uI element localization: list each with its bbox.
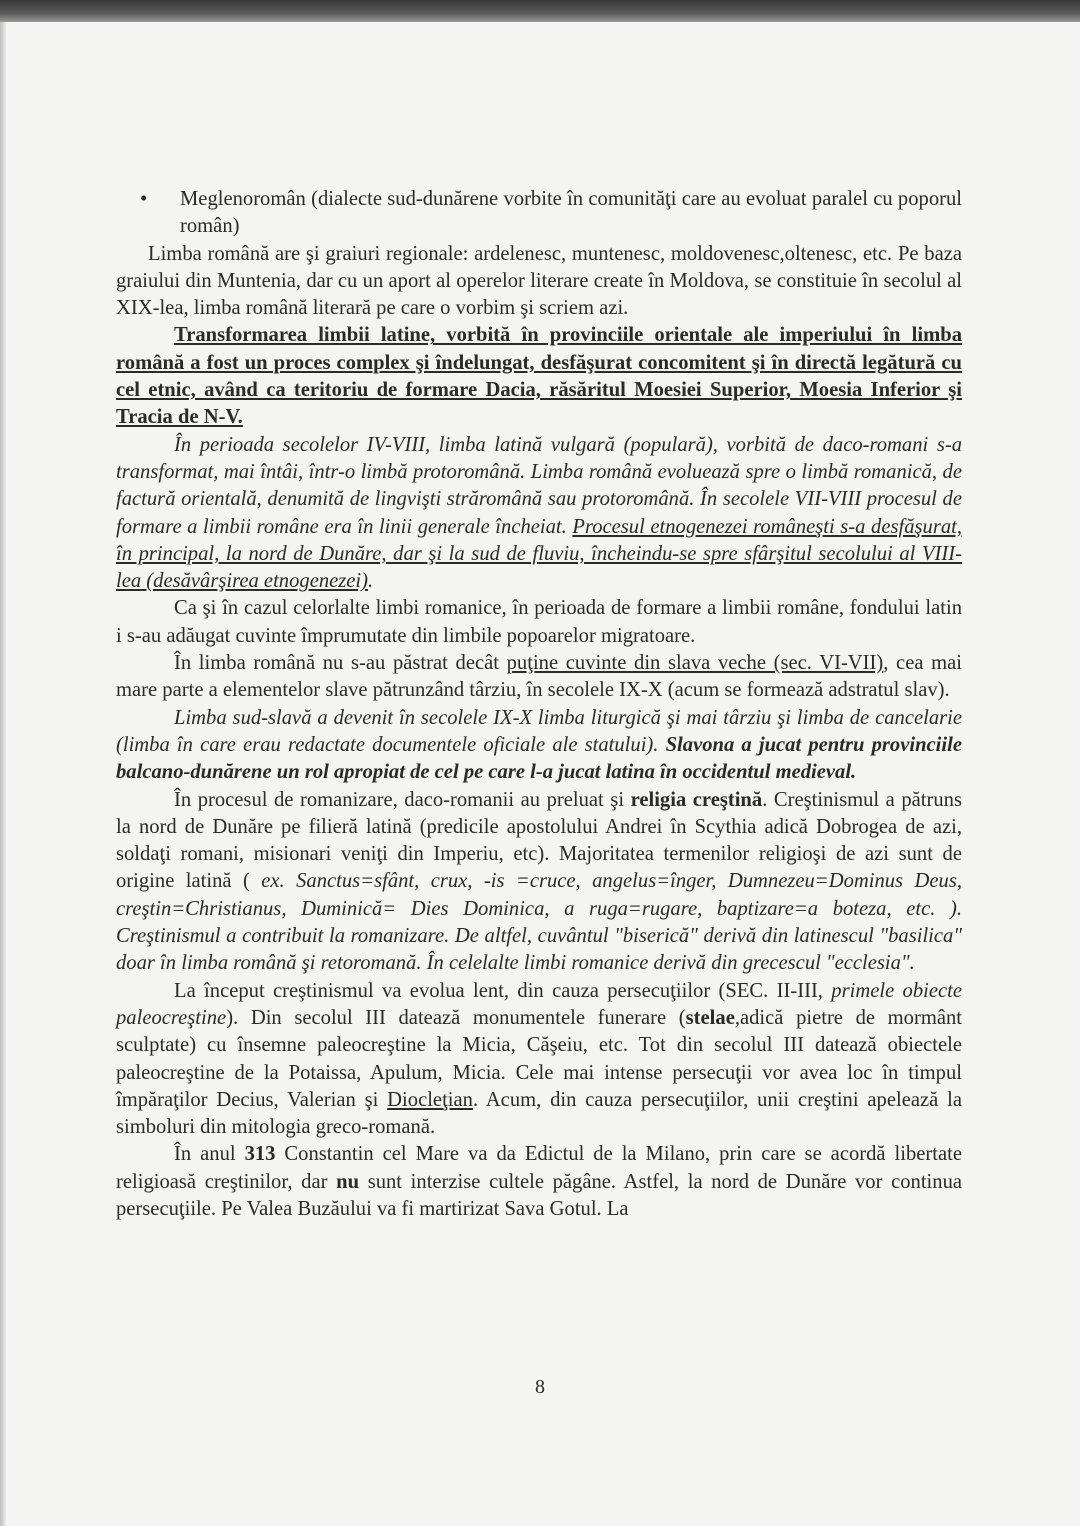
edict-intro: În anul: [174, 1143, 245, 1166]
romanizare-body: . Creştinismul a pătruns la nord de Dunăre pe filieră latină (predicile apostolului Andrei în Scythia adică Dobrogea de azi, soldaţi romani, misionari veniţi din Imperiu, etc). Majoritatea termenilor religioşi de azi sunt de origine latină (: [116, 788, 962, 893]
paragraph-romanizare: [116, 787, 962, 978]
document-body: [116, 186, 962, 1223]
persecutii-body: ). Din secolul III datează monumentele funerare (: [226, 1006, 686, 1029]
paragraph-slava-veche: [116, 650, 962, 705]
paragraph-cuvinte-imprumutate: Ca şi în cazul celorlalte limbi romanice, în perioada de formare a limbii române, fondului latin i s-au adăugat cuvinte împrumutate din limbile popoarelor migratoare.: [116, 597, 962, 647]
paragraph-persecutii: [116, 978, 962, 1142]
bullet-text: Meglenoromân (dialecte sud-dunărene vorbite în comunităţi care au evoluat paralel cu poporul român): [180, 188, 962, 238]
nu-bold: nu: [336, 1170, 360, 1193]
religia-crestina-bold: religia creştină: [630, 788, 763, 811]
perioada-end: .: [368, 570, 374, 593]
year-313-bold: 313: [244, 1143, 276, 1166]
paragraph-sud-slava: [116, 705, 962, 787]
paragraph-graiuri: Limba română are şi graiuri regionale: ardelenesc, muntenesc, moldovenesc,oltenesc, etc. Pe baza graiului din Muntenia, dar cu un aport al operelor literare create în Moldova, se constituie în secolul al XIX-lea, limba română literară pe care o vorbim şi scriem azi.: [116, 242, 962, 320]
scan-left-edge: [0, 22, 6, 1526]
edict-end: sunt interzise cultele păgâne. Astfel, la nord de Dunăre vor continua persecuţiile. Pe Valea Buzăului va fi martirizat Sava Gotul. La: [116, 1170, 963, 1220]
sud-slava-italic: Limba sud-slavă a devenit în secolele IX-X limba liturgică şi mai târziu şi limba de cancelarie (limba în care erau redactate documentele oficiale ale statului).: [116, 706, 962, 756]
romanizare-examples-italic: ex. Sanctus=sfânt, crux, -is =cruce, angelus=înger, Dumnezeu=Dominus Deus, creştin=Christianus, Duminică= Dies Dominica, a ruga=rugare, baptizare=a boteza, etc. ). Creştinismul a contribuit la romanizare. De altfel, cuvântul "biserică" derivă din latinescul "basilica" doar în limba română şi retoromană. În celelalte limbi romanice derivă din grecescul "ecclesia".: [116, 870, 962, 975]
dioclețian-underlined: Diocleţian: [387, 1088, 473, 1111]
perioada-text: În perioada secolelor IV-VIII, limba latină vulgară (populară), vorbită de daco-romani s-a transformat, mai întâi, într-o limbă protoromână. Limba română evoluează spre o limbă romanică, de factură orientală, denumită de lingvişti străromână sau protoromână. În secolele VII-VIII procesul de formare a limbii române era în linii generale încheiat.: [116, 433, 962, 538]
slava-rest: , cea mai mare parte a elementelor slave pătrunzând târziu, în secolele IX-X (acum se formează adstratul slav).: [116, 652, 963, 702]
etnogeneza-underlined: Procesul etnogenezei româneşti s-a desfăşurat, în principal, la nord de Dunăre, dar şi la sud de fluviu, încheindu-se spre sfârşitul secolului al VIII-lea (desăvârşirea etnogenezei): [116, 515, 963, 593]
paragraph-edictul-milano: [116, 1141, 962, 1223]
paragraph-transformarea: Transformarea limbii latine, vorbită în provinciile orientale ale imperiului în limba română a fost un proces complex şi îndelungat, desfăşurat concomitent şi în directă legătură cu cel etnic, având ca teritoriu de formare Dacia, răsăritul Moesiei Superior, Moesia Inferior şi Tracia de N-V.: [116, 324, 962, 429]
persecutii-end: . Acum, din cauza persecuţiilor, unii creştini apelează la simboluri din mitologia greco-romană.: [116, 1088, 962, 1139]
paragraph-perioada: [116, 432, 962, 596]
persecutii-body-2: ,adică pietre de mormânt sculptate) cu însemne paleocreştine la Micia, Căşeiu, etc. Tot din secolul III datează obiectele paleocreştine de la Potaissa, Apulum, Micia. Cele mai intense persecuţii vor avea loc în timpul împăraţilor Decius, Valerian şi: [116, 1006, 962, 1111]
scan-top-edge: [0, 0, 1080, 22]
slava-intro: În limba română nu s-au păstrat decât: [174, 652, 507, 675]
persecutii-intro: La început creştinismul va evolua lent, din cauza persecuţiilor (SEC. II-III,: [174, 979, 832, 1002]
obiecte-paleocrestine-italic: primele obiecte paleocreştine: [116, 979, 963, 1029]
slavona-bold-italic: Slavona a jucat pentru provinciile balcano-dunărene un rol apropiat de cel pe care l-a jucat latina în occidentul medieval.: [116, 733, 962, 784]
slava-underlined: puţine cuvinte din slava veche (sec. VI-VII): [506, 652, 884, 675]
bullet-item-meglenoroman: [116, 186, 962, 241]
edict-body: Constantin cel Mare va da Edictul de la Milano, prin care se acordă libertate religioasă creştinilor, dar: [116, 1143, 962, 1193]
stelae-bold: stelae: [685, 1006, 735, 1029]
bullet-dot: •: [140, 188, 148, 210]
romanizare-intro: În procesul de romanizare, daco-romanii au preluat şi: [174, 788, 631, 811]
page-number: 8: [535, 1376, 545, 1398]
